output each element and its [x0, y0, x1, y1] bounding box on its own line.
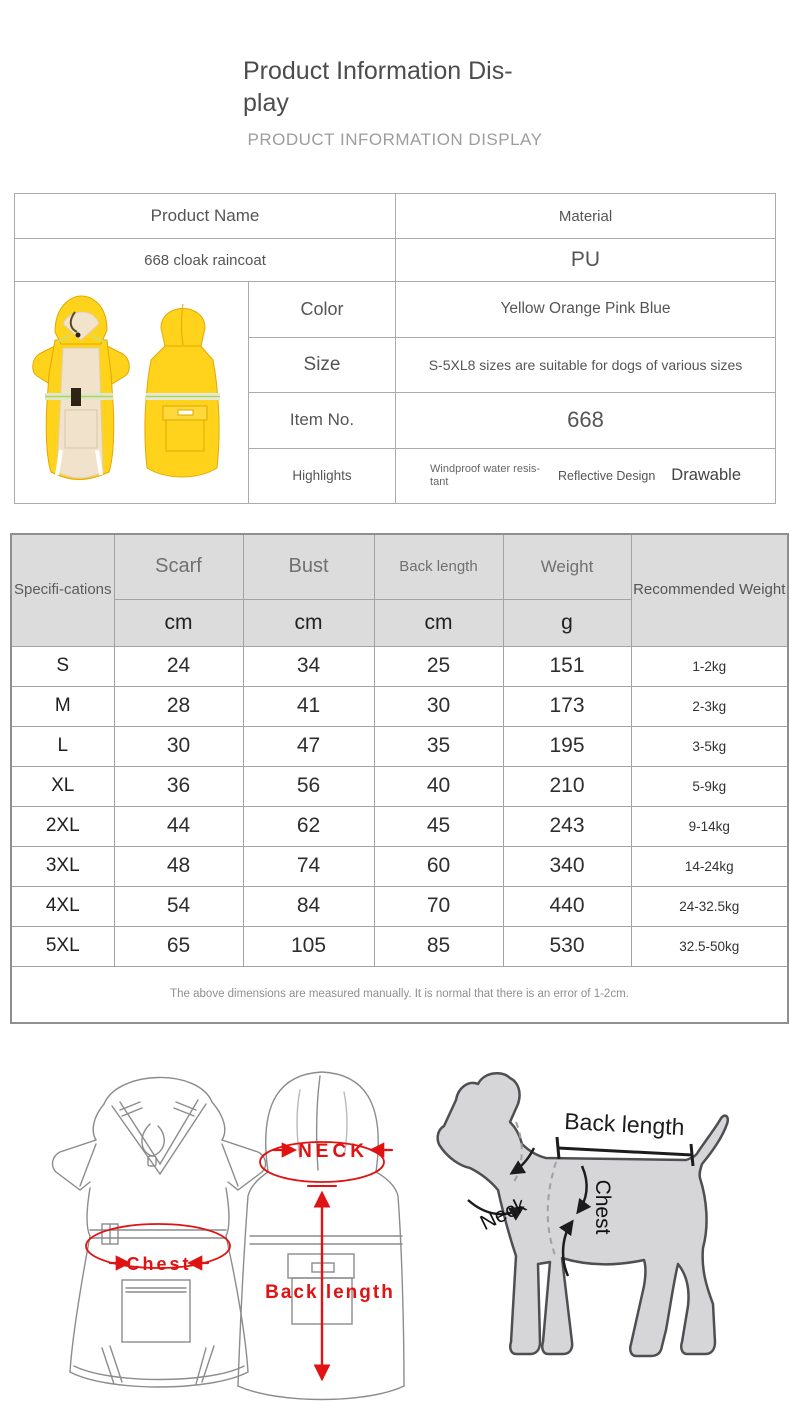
- product-photo-cell: [15, 282, 249, 504]
- spec-header: Specifi-cations: [11, 534, 114, 646]
- recommended-cell: 32.5-50kg: [631, 926, 788, 966]
- back-length-tick-right: [691, 1144, 693, 1166]
- table-row-xl: [11, 766, 788, 806]
- size-cell: XL: [11, 766, 114, 806]
- info-header-row: [15, 194, 776, 239]
- weight-cell: 243: [503, 806, 631, 846]
- dog-chest-label: Chest: [591, 1179, 614, 1235]
- weight-cell: 340: [503, 846, 631, 886]
- bust-cell: 62: [243, 806, 374, 846]
- size-cell: 3XL: [11, 846, 114, 886]
- scarf-cell: 36: [114, 766, 243, 806]
- recommended-cell: 9-14kg: [631, 806, 788, 846]
- back-cell: 35: [374, 726, 503, 766]
- back-length-measure-label: Back length: [265, 1282, 395, 1303]
- bust-cell: 56: [243, 766, 374, 806]
- measurement-note-row: [11, 966, 788, 1023]
- highlights-list: [396, 463, 775, 489]
- bust-cell: 41: [243, 686, 374, 726]
- highlight-windproof: Windproof water resis-tant: [430, 462, 541, 488]
- col-weight: Weight: [503, 534, 631, 599]
- bust-cell: 105: [243, 926, 374, 966]
- back-cell: 45: [374, 806, 503, 846]
- size-cell: 5XL: [11, 926, 114, 966]
- scarf-cell: 44: [114, 806, 243, 846]
- recommended-cell: 3-5kg: [631, 726, 788, 766]
- product-name-value: 668 cloak raincoat: [15, 239, 396, 282]
- recommended-cell: 5-9kg: [631, 766, 788, 806]
- page-title-line2: play: [243, 89, 289, 117]
- unit-bust: cm: [243, 599, 374, 646]
- weight-cell: 151: [503, 646, 631, 686]
- size-chart-table: [10, 533, 789, 1024]
- dog-neck-label: Neck: [476, 1193, 530, 1235]
- col-back-length: Back length: [374, 534, 503, 599]
- raincoat-front-sketch: [53, 1077, 266, 1387]
- weight-cell: 173: [503, 686, 631, 726]
- dog-back-length-label: Back length: [563, 1107, 686, 1141]
- size-cell: M: [11, 686, 114, 726]
- material-label: Material: [396, 194, 776, 239]
- size-chart-header: [11, 534, 788, 646]
- highlight-drawable: Drawable: [671, 466, 741, 485]
- unit-weight: g: [503, 599, 631, 646]
- size-cell: S: [11, 646, 114, 686]
- weight-cell: 195: [503, 726, 631, 766]
- product-name-label: Product Name: [15, 194, 396, 239]
- recommended-cell: 1-2kg: [631, 646, 788, 686]
- product-photo: [15, 282, 249, 498]
- weight-cell: 440: [503, 886, 631, 926]
- table-row-4xl: [11, 886, 788, 926]
- color-row: [15, 282, 776, 338]
- neck-measure-label: NECK: [298, 1141, 368, 1162]
- raincoat-back-sketch: [238, 1072, 404, 1400]
- material-value: PU: [396, 239, 776, 282]
- table-row-m: [11, 686, 788, 726]
- col-bust: Bust: [243, 534, 374, 599]
- scarf-cell: 48: [114, 846, 243, 886]
- page-subtitle: PRODUCT INFORMATION DISPLAY: [247, 130, 543, 149]
- size-cell: 2XL: [11, 806, 114, 846]
- table-row-l: [11, 726, 788, 766]
- col-scarf: Scarf: [114, 534, 243, 599]
- chest-measure-label: Chest: [126, 1254, 192, 1274]
- highlight-reflective: Reflective Design: [558, 468, 656, 483]
- item-no-value: 668: [396, 393, 776, 449]
- table-row-2xl: [11, 806, 788, 846]
- color-label: Color: [249, 282, 396, 338]
- unit-scarf: cm: [114, 599, 243, 646]
- raincoat-measure-sketches: [0, 1040, 420, 1427]
- bust-cell: 74: [243, 846, 374, 886]
- scarf-cell: 54: [114, 886, 243, 926]
- page-title-line1: Product Information Dis-: [243, 57, 513, 85]
- scarf-cell: 28: [114, 686, 243, 726]
- measurement-note: The above dimensions are measured manually. It is normal that there is an error of 1-2cm.: [11, 966, 788, 1023]
- table-row-5xl: [11, 926, 788, 966]
- size-value: S-5XL8 sizes are suitable for dogs of various sizes: [396, 337, 776, 393]
- product-info-table: [14, 193, 776, 504]
- raincoat-back-photo: [145, 304, 220, 477]
- weight-cell: 530: [503, 926, 631, 966]
- back-cell: 30: [374, 686, 503, 726]
- bust-cell: 84: [243, 886, 374, 926]
- page-title: [243, 55, 543, 119]
- back-cell: 60: [374, 846, 503, 886]
- back-cell: 85: [374, 926, 503, 966]
- scarf-cell: 65: [114, 926, 243, 966]
- scarf-cell: 24: [114, 646, 243, 686]
- size-label: Size: [249, 337, 396, 393]
- scarf-cell: 30: [114, 726, 243, 766]
- col-recommended-weight: Recommended Weight: [631, 534, 788, 646]
- unit-back-length: cm: [374, 599, 503, 646]
- weight-cell: 210: [503, 766, 631, 806]
- back-cell: 40: [374, 766, 503, 806]
- size-cell: L: [11, 726, 114, 766]
- back-length-tick-left: [557, 1137, 559, 1159]
- bust-cell: 34: [243, 646, 374, 686]
- raincoat-front-photo: [33, 296, 130, 480]
- back-length-line: [558, 1148, 692, 1155]
- color-value: Yellow Orange Pink Blue: [396, 282, 776, 338]
- table-row-s: [11, 646, 788, 686]
- recommended-cell: 14-24kg: [631, 846, 788, 886]
- recommended-cell: 2-3kg: [631, 686, 788, 726]
- back-cell: 25: [374, 646, 503, 686]
- recommended-cell: 24-32.5kg: [631, 886, 788, 926]
- back-cell: 70: [374, 886, 503, 926]
- bust-cell: 47: [243, 726, 374, 766]
- info-value-row: [15, 239, 776, 282]
- item-no-label: Item No.: [249, 393, 396, 449]
- dog-measurement-diagram: [410, 1060, 790, 1427]
- highlights-value: [396, 448, 776, 504]
- table-row-3xl: [11, 846, 788, 886]
- highlights-label: Highlights: [249, 448, 396, 504]
- size-cell: 4XL: [11, 886, 114, 926]
